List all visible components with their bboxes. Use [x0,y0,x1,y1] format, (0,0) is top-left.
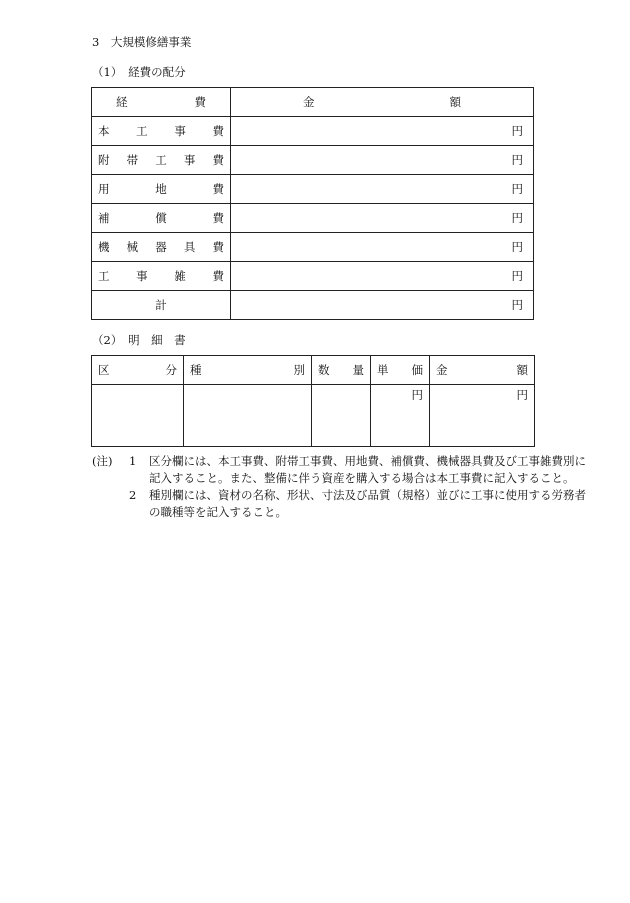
header-unit-price: 単価 [377,363,423,377]
cost-allocation-table [91,87,534,320]
table-row [92,117,534,146]
note-text: 種別欄には、資材の名称、形状、寸法及び品質（規格）並びに工事に使用する労務者の職種等を記入すること。 [149,488,586,519]
section-heading: 3 大規模修繕事業 [92,35,192,49]
header-amount: 金額 [436,363,528,377]
header-quantity: 数量 [318,363,364,377]
total-row [92,291,534,320]
notes [92,453,592,521]
note-text: 区分欄には、本工事費、附帯工事費、用地費、補償費、機械器具費及び工事雑費別に記入すること。また、整備に伴う資産を購入する場合は本工事費に記入すること。 [149,454,586,485]
note-number: 1 [129,454,137,468]
yen-unit: 円 [411,388,423,402]
table-row [92,146,534,175]
yen-unit: 円 [511,298,523,312]
table-row [92,385,535,447]
detail-statement-title: （2） 明 細 書 [92,333,186,347]
row-label: 用地費 [98,182,224,196]
row-label: 本工事費 [98,124,224,138]
row-label: 工事雑費 [98,269,224,283]
yen-unit: 円 [516,388,528,402]
quantity-cell [312,385,371,447]
yen-unit: 円 [511,153,523,167]
table-header-row [92,356,535,385]
table-row [92,233,534,262]
cost-allocation-title: （1） 経費の配分 [92,65,186,79]
yen-unit: 円 [511,182,523,196]
yen-unit: 円 [511,269,523,283]
table-row [92,204,534,233]
header-expense: 経費 [116,95,206,109]
category-cell [92,385,184,447]
total-label: 計 [155,298,167,312]
table-header-row [92,88,534,117]
yen-unit: 円 [511,240,523,254]
table-row [92,262,534,291]
yen-unit: 円 [511,211,523,225]
yen-unit: 円 [511,124,523,138]
header-amount: 金額 [303,95,461,109]
header-type: 種別 [190,363,305,377]
row-label: 附帯工事費 [98,153,224,167]
table-row [92,175,534,204]
note-number: 2 [129,488,137,502]
row-label: 機械器具費 [98,240,224,254]
type-cell [184,385,312,447]
note-lead: (注) [92,454,113,468]
note-item [92,487,592,521]
row-label: 補償費 [98,211,224,225]
detail-statement-table [91,355,535,447]
note-item [92,453,592,487]
header-category: 区分 [98,363,177,377]
